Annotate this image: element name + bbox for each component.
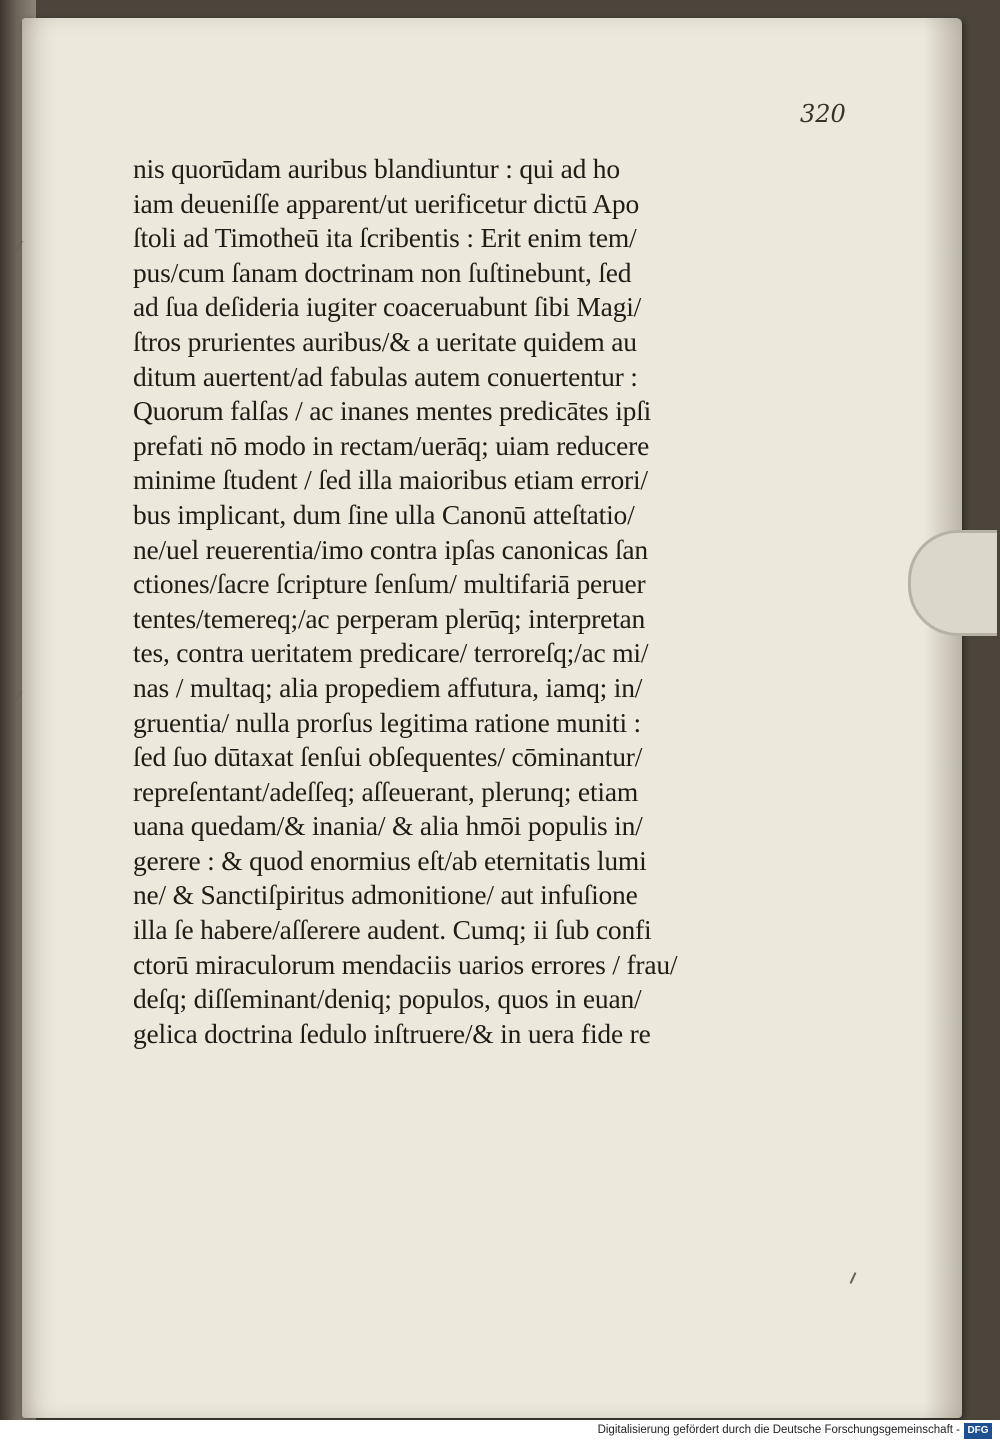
text-line: nis quorūdam auribus blandiuntur : qui ad ho [133,153,620,184]
dfg-logo-icon: DFG [964,1423,992,1439]
page-edge-shadow [924,18,962,1418]
text-line: nas / multaq; alia propediem affutura, iamq; in/ [133,671,643,703]
text-line: pus/cum ſanam doctrinam non ſuſtinebunt, ſed [133,256,632,288]
text-line: prefati nō modo in rectam/uerāq; uiam reducere [133,429,650,461]
text-line: ditum auertent/ad fabulas autem conuertentur : [133,360,638,392]
text-line: gelica doctrina ſedulo inſtruere/& in uera fide re [133,1017,651,1049]
funding-credit: Digitalisierung gefördert durch die Deutsche Forschungsgemeinschaft - [597,1424,960,1436]
text-line: iam deueniſſe apparent/ut uerificetur dictū Apo [133,187,640,219]
text-line: deſq; diſſeminant/deniq; populos, quos in euan/ [133,983,642,1015]
footer-bar [0,1420,1000,1443]
text-block [133,152,713,1051]
text-line: ne/uel reuerentia/imo contra ipſas canonicas ſan [133,533,648,565]
text-line: ctiones/ſacre ſcripture ſenſum/ multifariā peruer [133,568,646,600]
text-line: ſtros prurientes auribus/& a ueritate quidem au [133,325,637,357]
text-line: ſtoli ad Timotheū ita ſcribentis : Erit enim tem/ [133,222,637,254]
text-line: illa ſe habere/aſſerere audent. Cumq; ii ſub confi [133,914,652,946]
text-line: uana quedam/& inania/ & alia hmōi populis in/ [133,810,643,842]
text-line: ad ſua deſideria iugiter coaceruabunt ſibi Magi/ [133,291,642,323]
text-line: repreſentant/adeſſeq; aſſeuerant, plerunq; etiam [133,775,639,807]
text-line: gerere : & quod enormius eſt/ab eternitatis lumi [133,844,647,876]
folio-number: 320 [800,100,846,128]
text-line: tes, contra ueritatem predicare/ terroreſq;/ac mi/ [133,637,649,669]
text-line: minime ſtudent / ſed illa maioribus etiam errori/ [133,464,648,496]
text-line: gruentia/ nulla prorſus legitima ratione muniti : [133,706,642,738]
text-line: Quorum falſas / ac inanes mentes predicātes ipſi [133,395,652,427]
text-line: ctorū miraculorum mendaciis uarios errores / frau/ [133,948,678,980]
text-line: bus implicant, dum ſine ulla Canonū atteſtatio/ [133,498,635,530]
clip-mark [908,530,997,636]
text-line: tentes/temereq;/ac perperam plerūq; interpretan [133,602,646,634]
text-line: ne/ & Sanctiſpiritus admonitione/ aut infuſione [133,879,638,911]
text-line: ſed ſuo dūtaxat ſenſui obſequentes/ cōminantur/ [133,741,643,773]
